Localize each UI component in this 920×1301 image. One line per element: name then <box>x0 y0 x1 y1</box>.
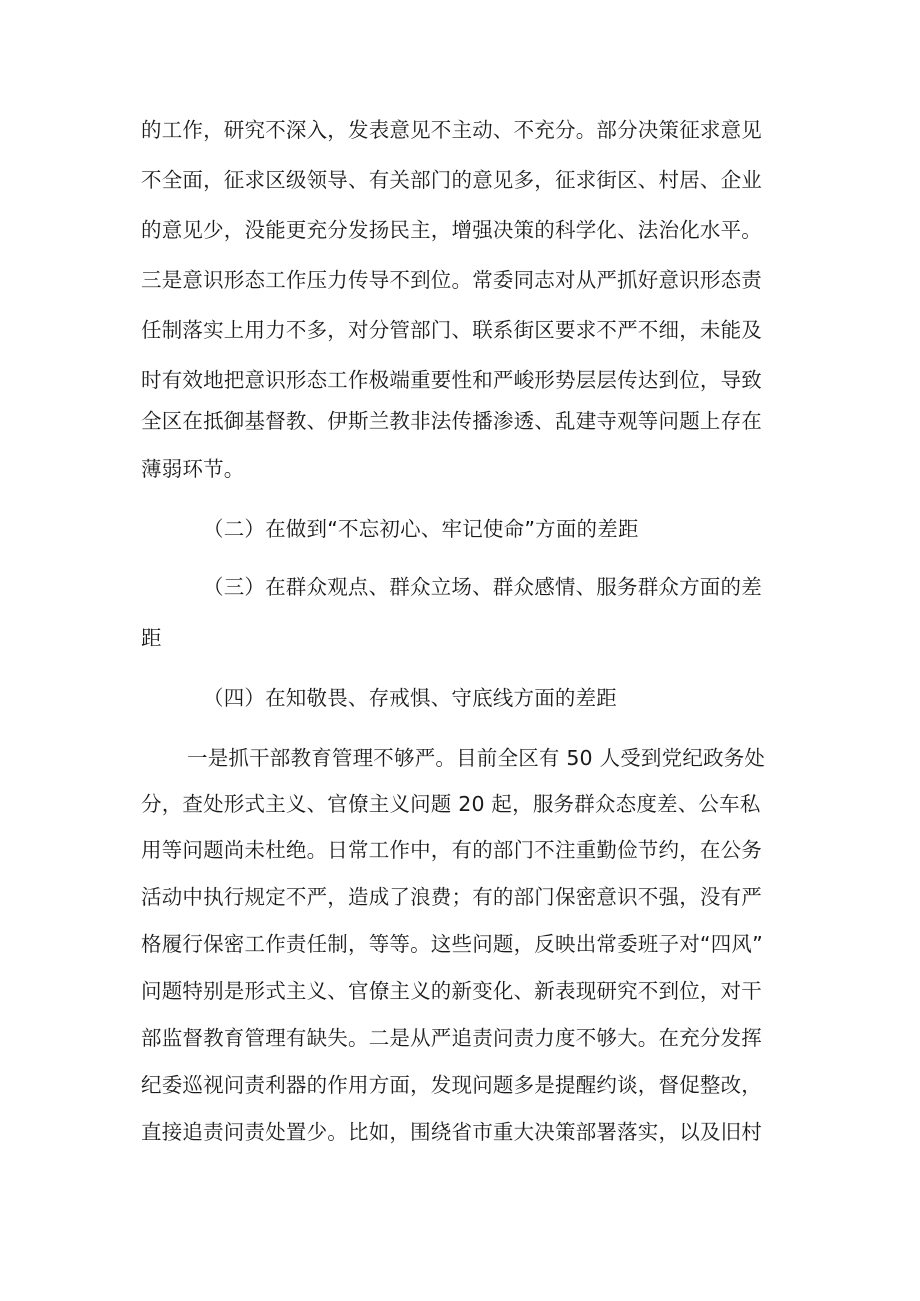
paragraph-line: 任制落实上用力不多，对分管部门、联系街区要求不严不细，未能及 <box>141 318 762 342</box>
paragraph-line: 的工作，研究不深入，发表意见不主动、不充分。部分决策征求意见 <box>141 118 762 142</box>
paragraph-line: 不全面，征求区级领导、有关部门的意见多，征求街区、村居、企业 <box>141 168 762 192</box>
paragraph-line: 纪委巡视问责利器的作用方面，发现问题多是提醒约谈，督促整改， <box>141 1073 762 1097</box>
paragraph-line: 用等问题尚未杜绝。日常工作中，有的部门不注重勤俭节约，在公务 <box>141 838 762 862</box>
paragraph-line: 一是抓干部教育管理不够严。目前全区有 50 人受到党纪政务处 <box>187 746 766 770</box>
paragraph-line: 三是意识形态工作压力传导不到位。常委同志对从严抓好意识形态责 <box>141 268 762 292</box>
paragraph-line: 薄弱环节。 <box>141 457 245 481</box>
paragraph-line: 全区在抵御基督教、伊斯兰教非法传播渗透、乱建寺观等问题上存在 <box>141 409 762 433</box>
section-heading-3-continuation: 距 <box>141 626 162 650</box>
paragraph-line: 格履行保密工作责任制，等等。这些问题，反映出常委班子对“四风” <box>141 932 763 956</box>
paragraph-line: 直接追责问责处置少。比如，围绕省市重大决策部署落实，以及旧村 <box>141 1120 762 1144</box>
section-heading-4: （四）在知敬畏、存戒惧、守底线方面的差距 <box>203 686 617 710</box>
section-heading-3: （三）在群众观点、群众立场、群众感情、服务群众方面的差 <box>203 575 762 599</box>
paragraph-line: 时有效地把意识形态工作极端重要性和严峻形势层层传达到位，导致 <box>141 368 762 392</box>
paragraph-line: 的意见少，没能更充分发扬民主，增强决策的科学化、法治化水平。 <box>141 218 762 242</box>
paragraph-line: 部监督教育管理有缺失。二是从严追责问责力度不够大。在充分发挥 <box>141 1026 762 1050</box>
section-heading-2: （二）在做到“不忘初心、牢记使命”方面的差距 <box>203 517 639 541</box>
paragraph-line: 问题特别是形式主义、官僚主义的新变化、新表现研究不到位，对干 <box>141 979 762 1003</box>
paragraph-line: 分，查处形式主义、官僚主义问题 20 起，服务群众态度差、公车私 <box>141 792 761 816</box>
paragraph-line: 活动中执行规定不严，造成了浪费；有的部门保密意识不强，没有严 <box>141 885 762 909</box>
